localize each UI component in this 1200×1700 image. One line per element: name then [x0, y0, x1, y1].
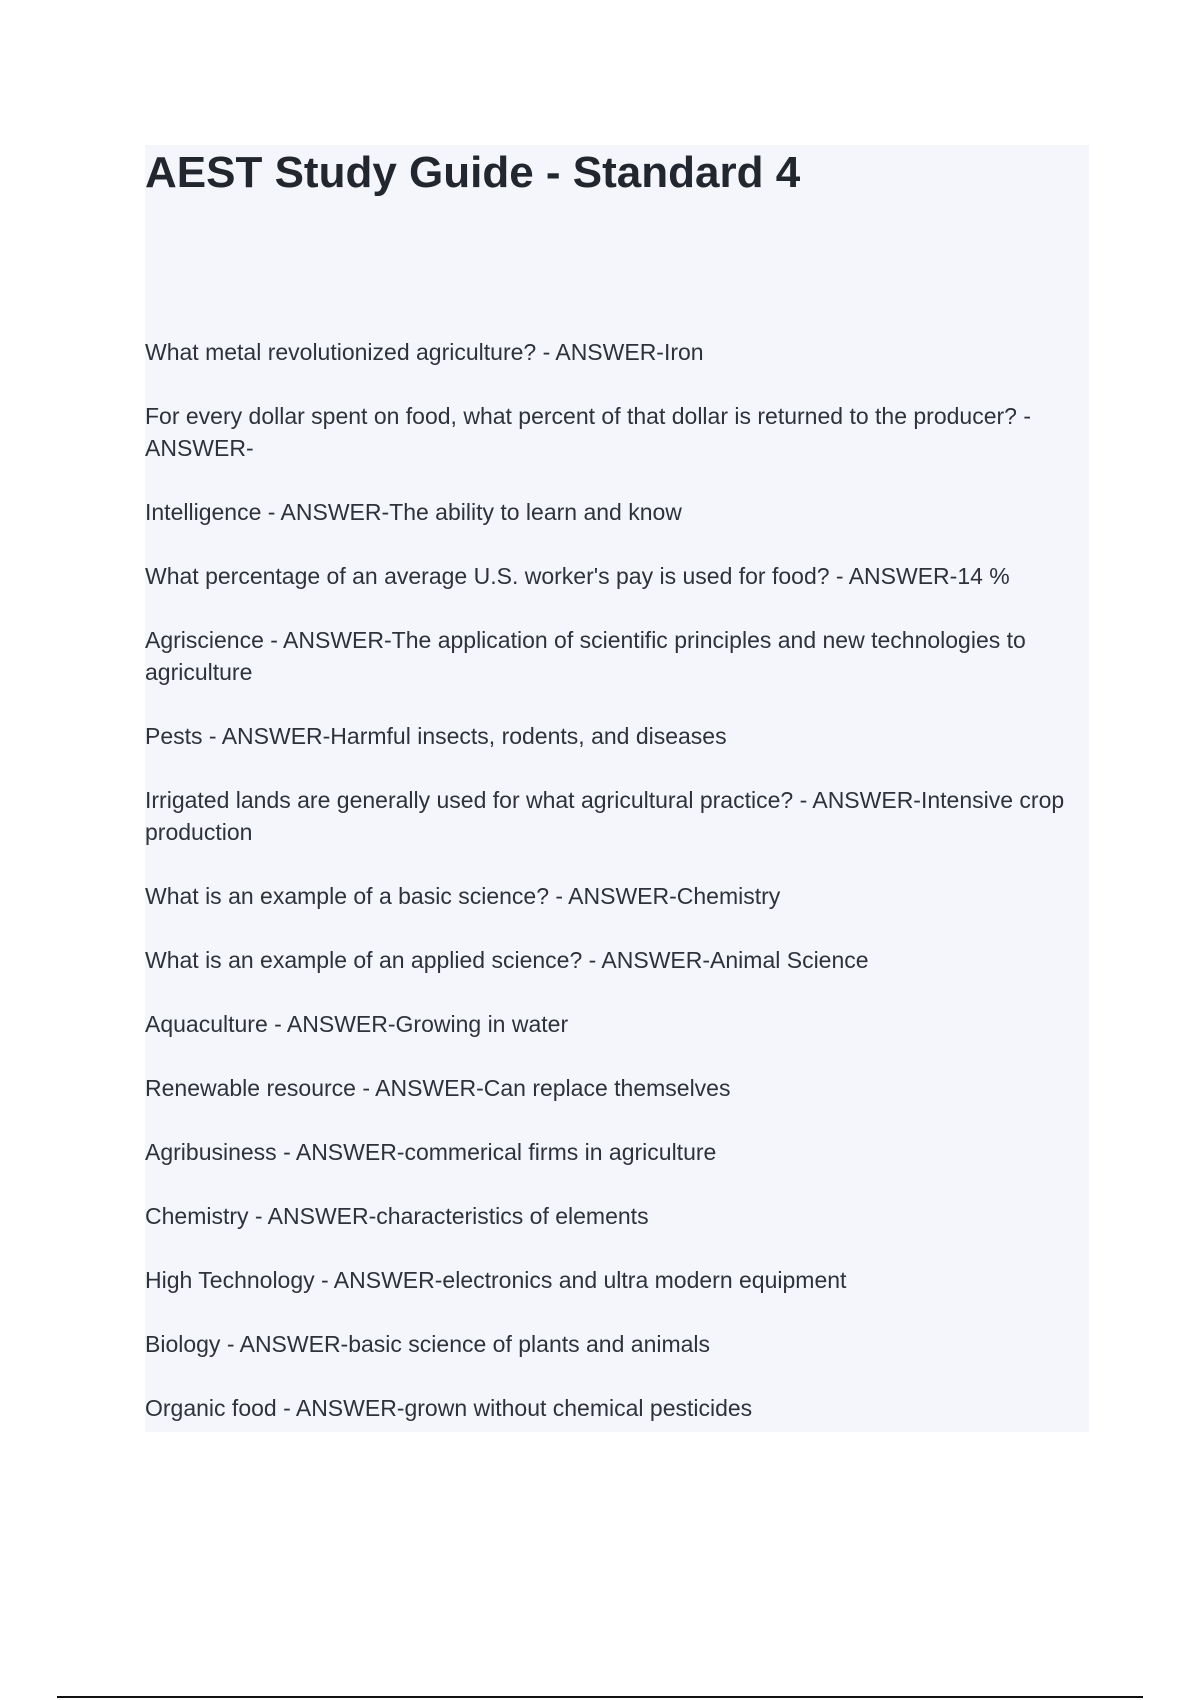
qa-item-15: Biology - ANSWER-basic science of plants and animals — [145, 1331, 711, 1357]
qa-item-3: Intelligence - ANSWER-The ability to learn and know — [145, 499, 682, 525]
qa-item-14: High Technology - ANSWER-electronics and ultra modern equipment — [145, 1267, 847, 1293]
qa-item-6: Pests - ANSWER-Harmful insects, rodents, and diseases — [145, 723, 727, 749]
qa-item-2: For every dollar spent on food, what percent of that dollar is returned to the producer? - ANSWER- — [145, 403, 1031, 461]
qa-item-8: What is an example of a basic science? - ANSWER-Chemistry — [145, 883, 781, 909]
qa-item-11: Renewable resource - ANSWER-Can replace themselves — [145, 1075, 731, 1101]
qa-item-5: Agriscience - ANSWER-The application of scientific principles and new technologies to agriculture — [145, 627, 1026, 685]
study-guide-content — [145, 145, 1089, 1432]
qa-item-4: What percentage of an average U.S. worker's pay is used for food? - ANSWER-14 % — [145, 563, 1010, 589]
qa-list — [145, 336, 1089, 1456]
qa-item-10: Aquaculture - ANSWER-Growing in water — [145, 1011, 569, 1037]
qa-item-13: Chemistry - ANSWER-characteristics of elements — [145, 1203, 649, 1229]
qa-item-9: What is an example of an applied science? - ANSWER-Animal Science — [145, 947, 869, 973]
qa-item-1: What metal revolutionized agriculture? - ANSWER-Iron — [145, 339, 704, 365]
qa-item-16: Organic food - ANSWER-grown without chemical pesticides — [145, 1395, 753, 1421]
page-title: AEST Study Guide - Standard 4 — [145, 148, 801, 197]
footer-divider — [57, 1696, 1143, 1698]
qa-item-12: Agribusiness - ANSWER-commerical firms in agriculture — [145, 1139, 717, 1165]
qa-item-7: Irrigated lands are generally used for what agricultural practice? - ANSWER-Intensive crop production — [145, 787, 1065, 845]
